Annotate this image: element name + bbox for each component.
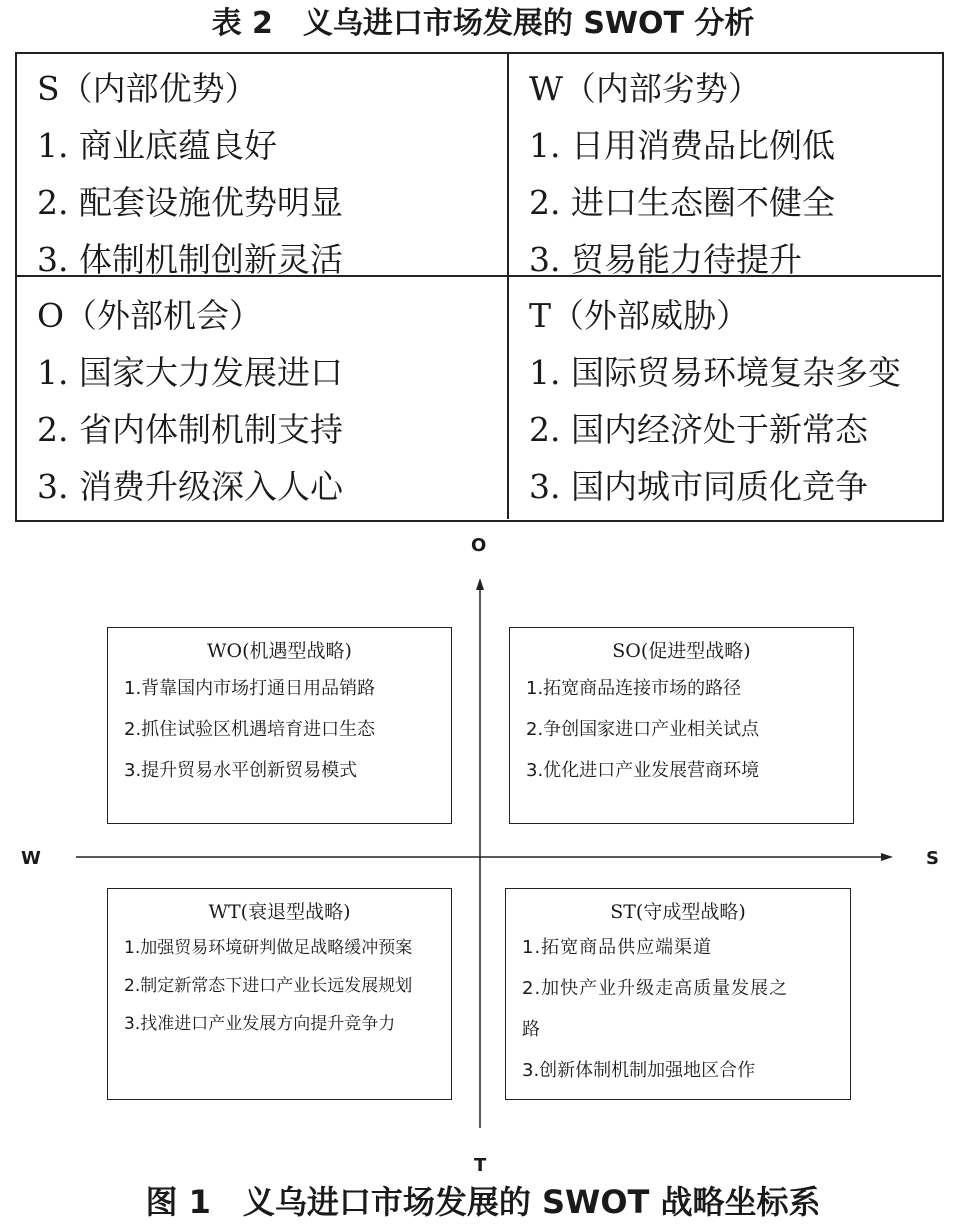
weaknesses-cell bbox=[509, 54, 941, 277]
vertical-axis-arrowhead bbox=[476, 578, 484, 590]
wt-strategy-item: 1.加强贸易环境研判做足战略缓冲预案 bbox=[124, 938, 413, 958]
wt-strategy-item: 3.找准进口产业发展方向提升竞争力 bbox=[124, 1014, 396, 1034]
opportunity-item: 3. 消费升级深入人心 bbox=[37, 467, 343, 506]
threat-item: 2. 国内经济处于新常态 bbox=[529, 410, 868, 449]
strengths-cell bbox=[17, 54, 509, 277]
st-strategy-item-continuation: 路 bbox=[522, 1019, 540, 1040]
opportunities-heading: O（外部机会） bbox=[37, 296, 263, 335]
swot-table bbox=[15, 52, 944, 522]
axis-label-right: S bbox=[926, 848, 939, 869]
so-strategy-item: 1.拓宽商品连接市场的路径 bbox=[526, 678, 742, 699]
threats-cell bbox=[509, 277, 941, 519]
horizontal-axis-arrowhead bbox=[881, 853, 893, 861]
strength-item: 3. 体制机制创新灵活 bbox=[37, 240, 343, 279]
opportunity-item: 2. 省内体制机制支持 bbox=[37, 410, 343, 449]
threat-item: 3. 国内城市同质化竞争 bbox=[529, 467, 868, 506]
opportunity-item: 1. 国家大力发展进口 bbox=[37, 353, 343, 392]
wo-strategy-item: 1.背靠国内市场打通日用品销路 bbox=[124, 678, 376, 699]
figure-caption: 图 1 义乌进口市场发展的 SWOT 战略坐标系 bbox=[145, 1183, 821, 1221]
st-strategy-box bbox=[505, 888, 851, 1100]
threats-heading: T（外部威胁） bbox=[529, 296, 750, 335]
axis-label-top: O bbox=[471, 535, 487, 556]
wt-strategy-box bbox=[107, 888, 452, 1100]
so-strategy-item: 3.优化进口产业发展营商环境 bbox=[526, 760, 760, 781]
strength-item: 2. 配套设施优势明显 bbox=[37, 183, 343, 222]
strength-item: 1. 商业底蕴良好 bbox=[37, 126, 277, 165]
so-strategy-title: SO(促进型战略) bbox=[612, 640, 751, 662]
so-strategy-item: 2.争创国家进口产业相关试点 bbox=[526, 719, 760, 740]
wo-strategy-title: WO(机遇型战略) bbox=[207, 640, 352, 662]
st-strategy-item: 1.拓宽商品供应端渠道 bbox=[522, 937, 713, 958]
wo-strategy-item: 2.抓住试验区机遇培育进口生态 bbox=[124, 719, 376, 740]
threat-item: 1. 国际贸易环境复杂多变 bbox=[529, 353, 901, 392]
so-strategy-box bbox=[509, 627, 854, 824]
weakness-item: 2. 进口生态圈不健全 bbox=[529, 183, 835, 222]
axis-label-bottom: T bbox=[474, 1155, 487, 1176]
weakness-item: 1. 日用消费品比例低 bbox=[529, 126, 835, 165]
st-strategy-item: 3.创新体制机制加强地区合作 bbox=[522, 1060, 756, 1081]
table-title: 表 2 义乌进口市场发展的 SWOT 分析 bbox=[211, 6, 755, 41]
weakness-item: 3. 贸易能力待提升 bbox=[529, 240, 802, 279]
wo-strategy-box bbox=[107, 627, 452, 824]
wo-strategy-item: 3.提升贸易水平创新贸易模式 bbox=[124, 760, 358, 781]
wt-strategy-item: 2.制定新常态下进口产业长远发展规划 bbox=[124, 976, 413, 996]
opportunities-cell bbox=[17, 277, 509, 519]
st-strategy-title: ST(守成型战略) bbox=[610, 901, 746, 923]
axis-label-left: W bbox=[21, 848, 41, 869]
wt-strategy-title: WT(衰退型战略) bbox=[208, 901, 351, 923]
weaknesses-heading: W（内部劣势） bbox=[529, 69, 761, 108]
strengths-heading: S（内部优势） bbox=[37, 69, 258, 108]
st-strategy-item: 2.加快产业升级走高质量发展之 bbox=[522, 978, 789, 999]
